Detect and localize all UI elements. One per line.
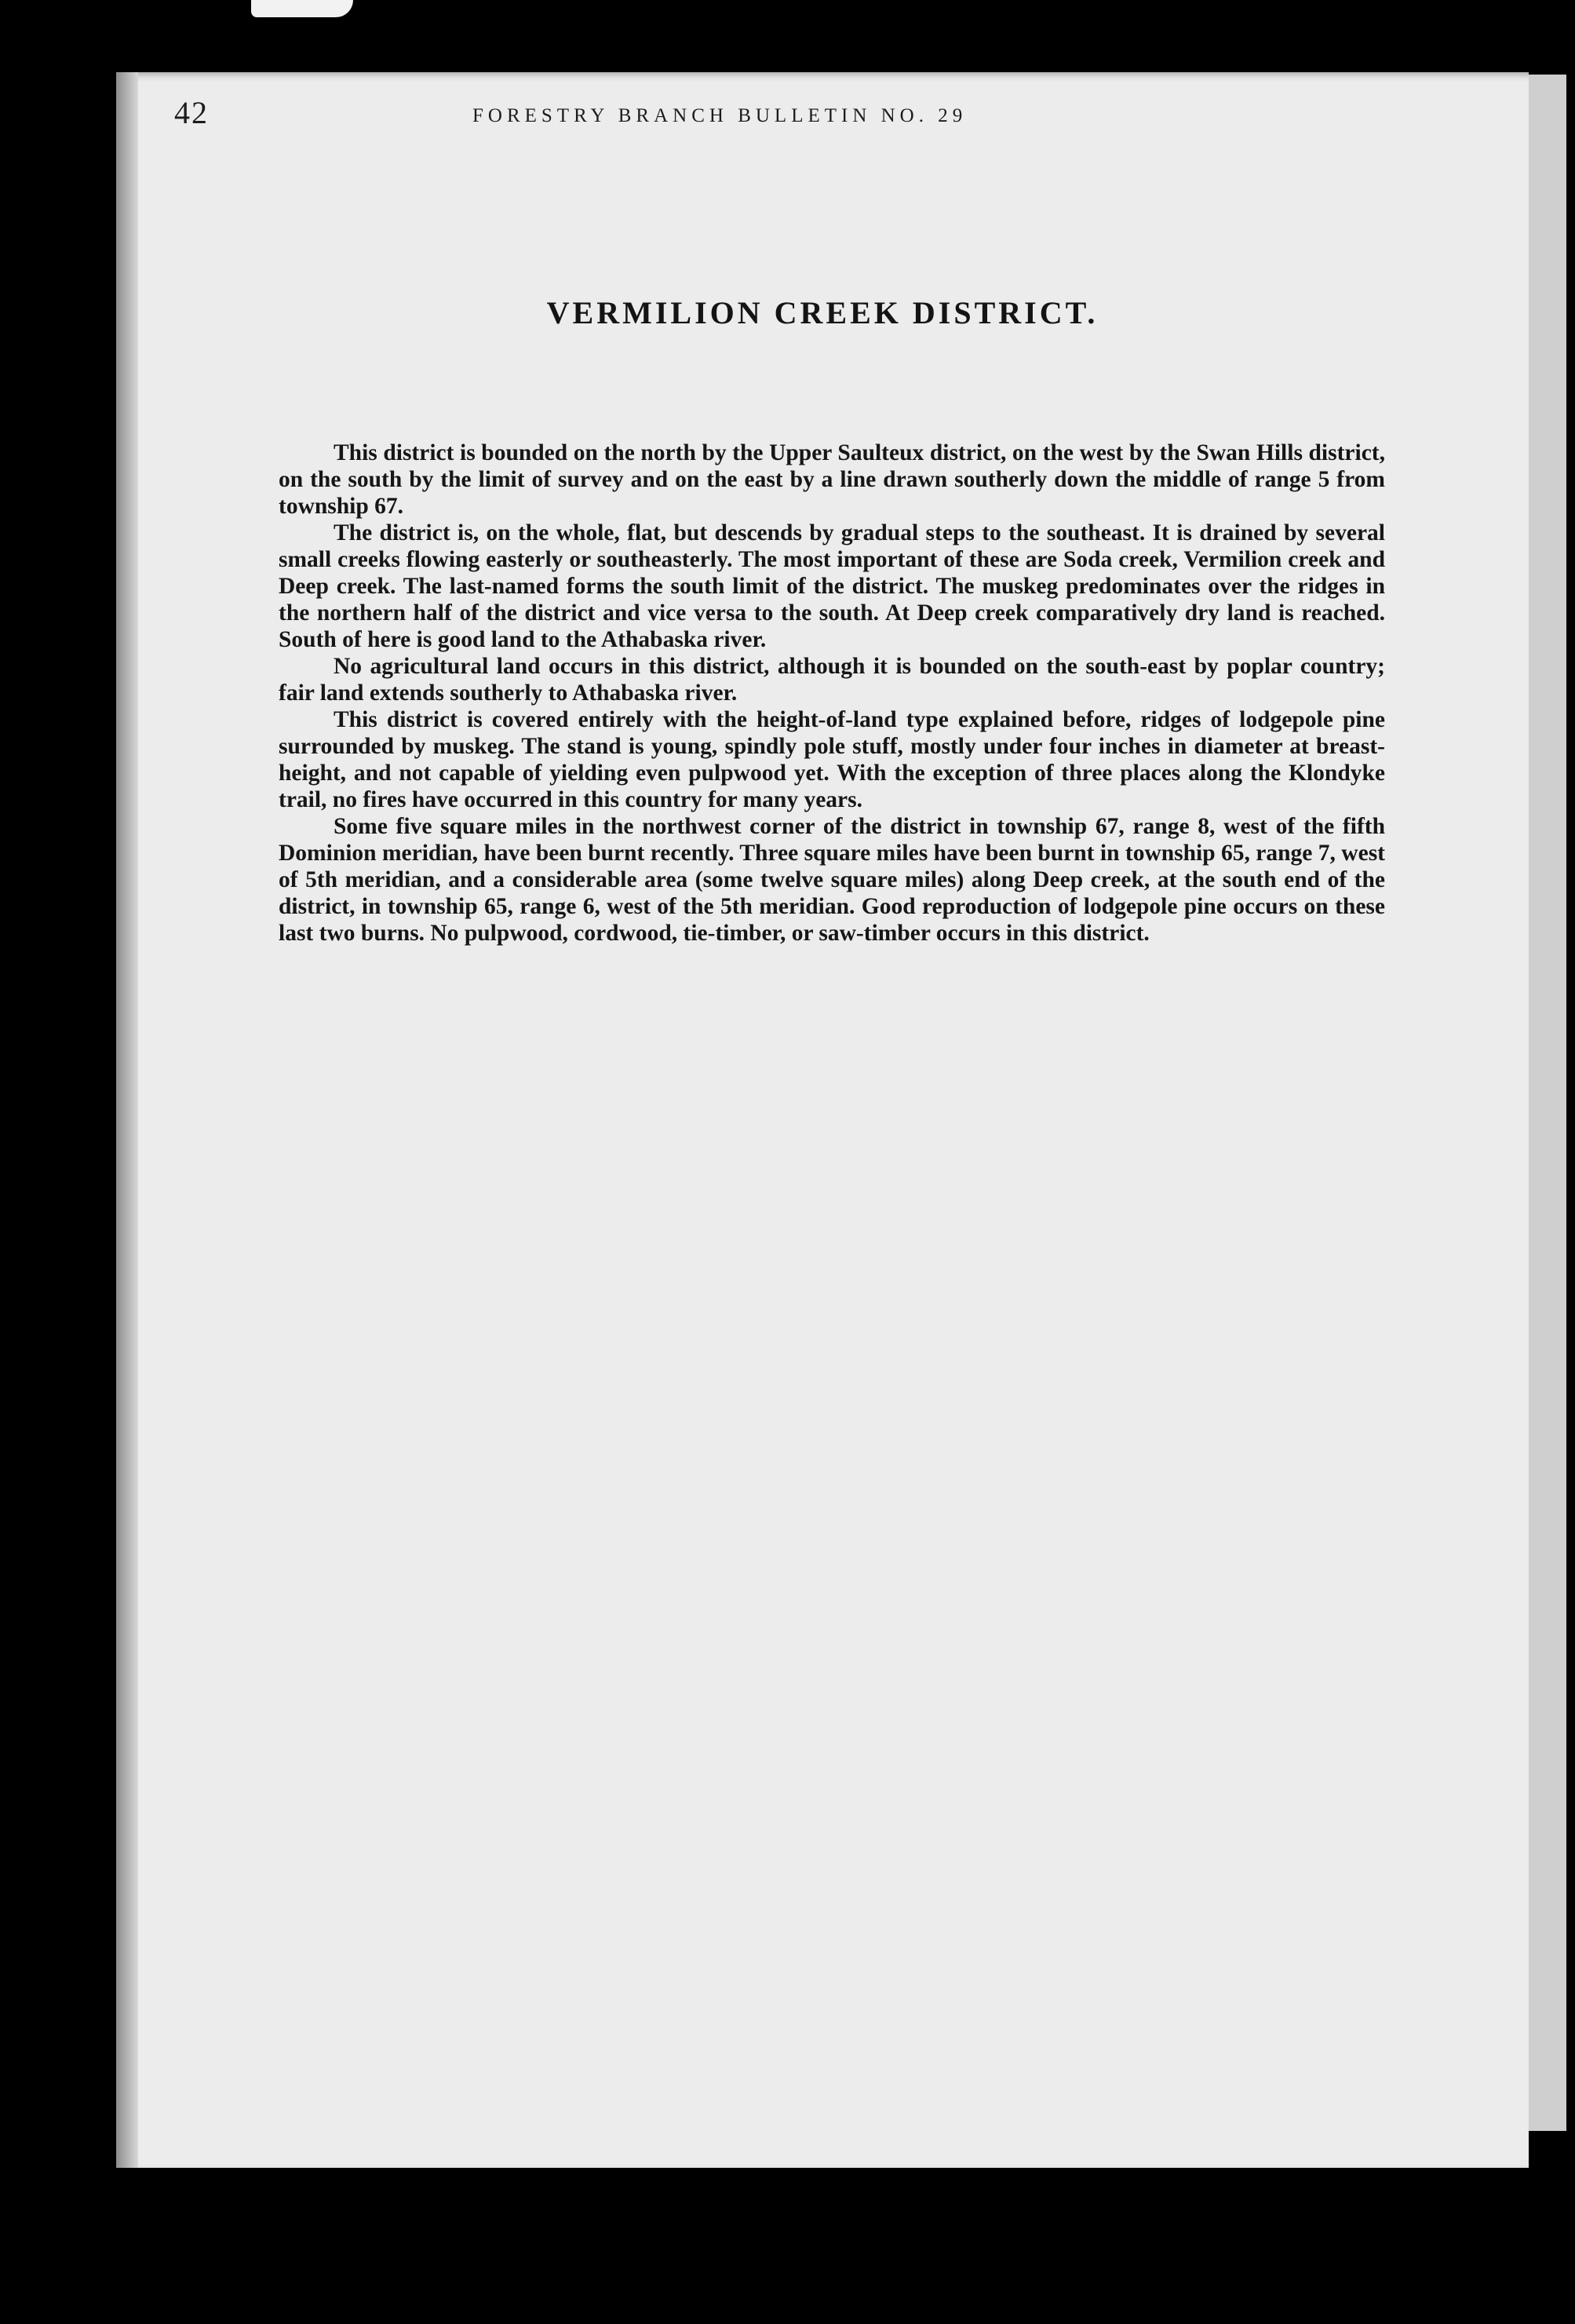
paragraph-topography: The district is, on the whole, flat, but descends by gradual steps to the southeast. It is drained by several small creeks flowing easterly or southeasterly. The most important of these are Soda creek, Vermilion creek and Deep creek. The last-named forms the south limit of the district. The muskeg predominates over the ridges in the northern half of the district and vice versa to the south. At Deep creek comparatively dry land is reached. South of here is good land to the Athabaska river. xyxy=(279,520,1385,652)
paragraph-agriculture: No agricultural land occurs in this district, although it is bounded on the south-east by poplar country; fair land extends southerly to Athabaska river. xyxy=(279,654,1385,706)
page-number: 42 xyxy=(174,95,209,130)
scan-artifact-mark xyxy=(251,0,353,17)
body-text xyxy=(279,440,1385,947)
page-gutter-shadow xyxy=(116,72,138,2168)
paragraph-boundaries: This district is bounded on the north by the Upper Saulteux district, on the west by the Swan Hills district, on the south by the limit of survey and on the east by a line drawn southerly down the middle of range 5 from township 67. xyxy=(279,440,1385,519)
section-title: VERMILION CREEK DISTRICT. xyxy=(546,295,1099,330)
running-header xyxy=(174,94,1398,141)
document-page xyxy=(116,72,1529,2168)
paragraph-forest-cover: This district is covered entirely with the height-of-land type explained before, ridges of lodgepole pine surrounded by muskeg. The stand is young, spindly pole stuff, mostly under four inches in diameter at breast-height, and not capable of yielding even pulpwood yet. With the exception of three places along the Klondyke trail, no fires have occurred in this country for many years. xyxy=(279,707,1385,812)
paragraph-burns: Some five square miles in the northwest corner of the district in township 67, range 8, west of the fifth Dominion meridian, have been burnt recently. Three square miles have been burnt in township 65, range 7, west of 5th meridian, and a considerable area (some twelve square miles) along Deep creek, at the south end of the district, in township 65, range 6, west of the 5th meridian. Good reproduction of lodgepole pine occurs on these last two burns. No pulpwood, cordwood, tie-timber, or saw-timber occurs in this district. xyxy=(279,814,1385,946)
running-title: FORESTRY BRANCH BULLETIN NO. 29 xyxy=(472,105,968,126)
